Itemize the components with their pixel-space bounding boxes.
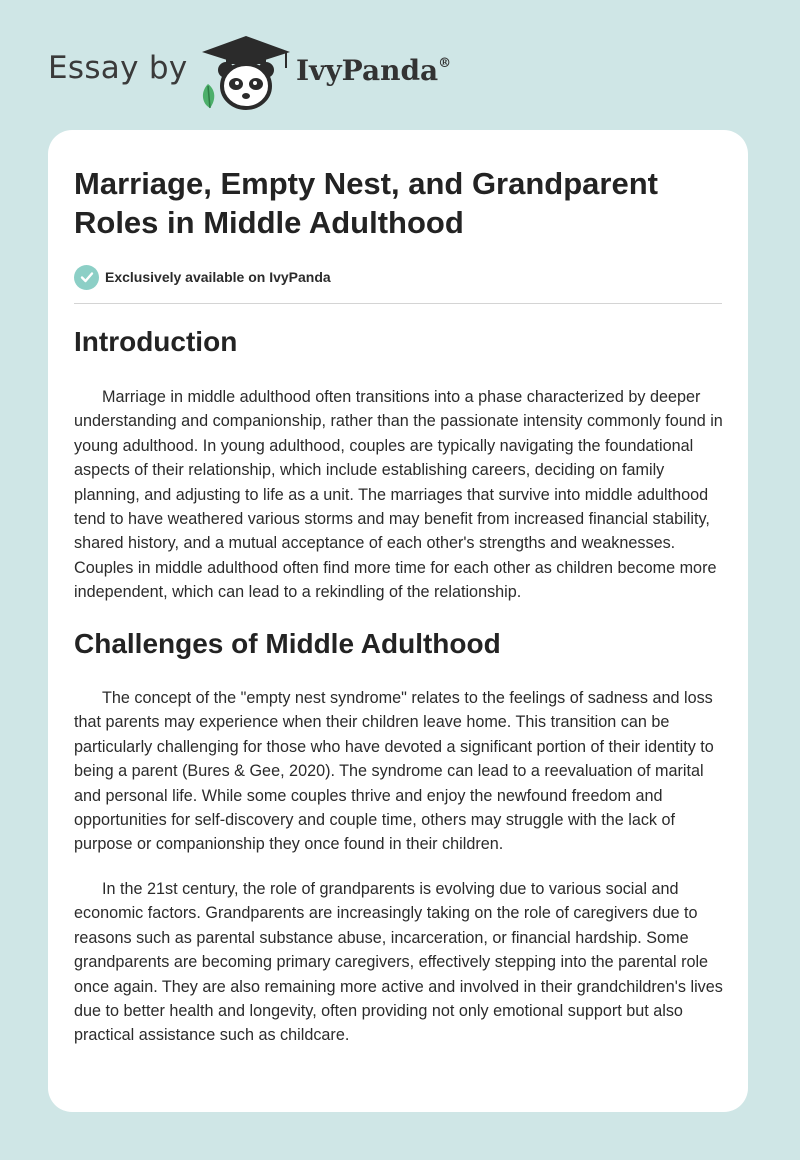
page-title: Marriage, Empty Nest, and Grandparent Roles in Middle Adulthood	[74, 166, 658, 240]
essay-by-label: Essay by	[48, 50, 188, 86]
section-heading-introduction: Introduction	[74, 326, 238, 357]
section-heading-challenges: Challenges of Middle Adulthood	[74, 628, 501, 659]
title-divider	[74, 303, 722, 304]
site-header	[0, 0, 800, 128]
check-circle-icon	[74, 265, 99, 290]
exclusive-badge-text: Exclusively available on IvyPanda	[105, 269, 331, 285]
brand-name: IvyPanda®	[296, 54, 452, 87]
exclusive-badge	[74, 264, 331, 290]
paragraph: In the 21st century, the role of grandparents is evolving due to various social and economic factors. Grandparents are increasingly taking on the role of caregivers due to reasons such as parental substance abuse, incarceration, or financial hardship. Some grandparents are becoming primary caregivers, effectively stepping into the parental role once again. They are also remaining more active and involved in their grandchildren's lives due to better health and longevity, often providing not only emotional support but also practical assistance such as childcare.	[74, 880, 723, 1045]
paragraph: The concept of the "empty nest syndrome" relates to the feelings of sadness and loss that parents may experience when their children leave home. This transition can be particularly challenging for those who have devoted a significant portion of their identity to being a parent (Bures & Gee, 2020). The syndrome can lead to a reevaluation of marital and personal life. While some couples thrive and enjoy the newfound freedom and opportunities for self-discovery and couple time, others may struggle with the lack of purpose or companionship they once found in their children.	[74, 689, 714, 854]
essay-card	[48, 130, 748, 1112]
panda-graduate-icon[interactable]	[198, 34, 294, 112]
paragraph: Marriage in middle adulthood often transitions into a phase characterized by deeper understanding and companionship, rather than the passionate intensity commonly found in young adulthood. In young adulthood, couples are typically navigating the foundational aspects of their relationship, which include establishing careers, deciding on family planning, and adjusting to life as a unit. The marriages that survive into middle adulthood tend to have weathered various storms and may benefit from increased financial stability, shared history, and a mutual acceptance of each other's strengths and weaknesses. Couples in middle adulthood often find more time for each other as children become more independent, which can lead to a rekindling of the relationship.	[74, 388, 723, 602]
